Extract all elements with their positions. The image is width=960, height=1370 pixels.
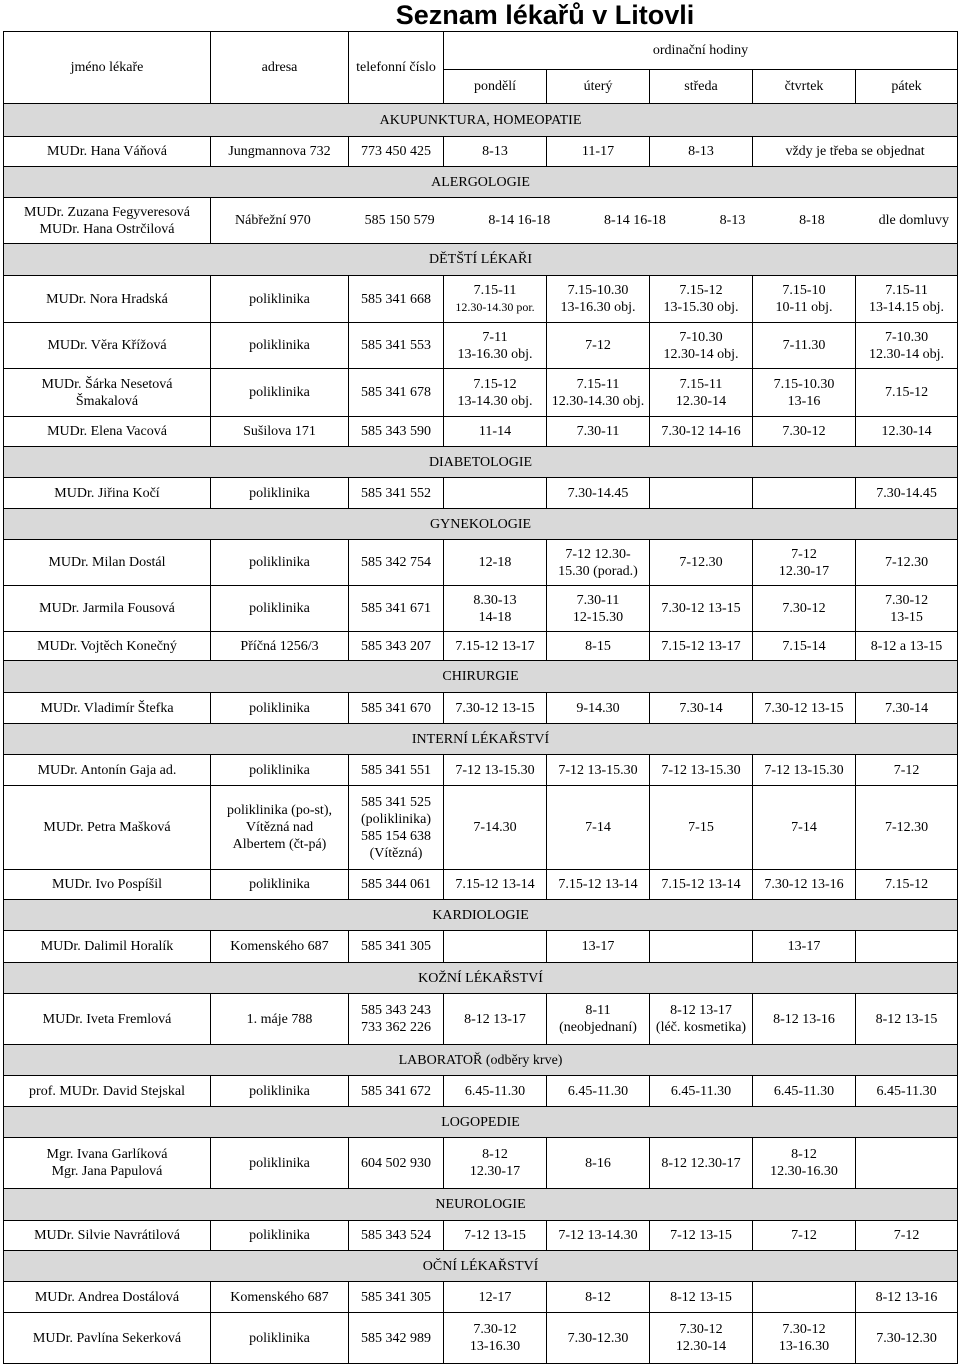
- hours-cell: 11-14: [444, 417, 547, 447]
- doctor-name: MUDr. Ivo Pospíšil: [4, 870, 211, 900]
- hours-cell: [753, 1282, 856, 1313]
- doctor-phone: 585 344 061: [349, 870, 444, 900]
- hours-cell: 7-14.30: [444, 786, 547, 870]
- doctor-address: poliklinika: [211, 369, 349, 417]
- hours-cell: 7-12: [856, 755, 958, 786]
- table-row: [4, 417, 958, 447]
- hours-cell: 7-10.30 12.30-14 obj.: [856, 323, 958, 369]
- header-day: čtvrtek: [753, 70, 856, 104]
- table-row: [4, 276, 958, 323]
- doctor-name: MUDr. Silvie Navrátilová: [4, 1221, 211, 1251]
- hours-cell: 8-14 16-18: [604, 213, 666, 228]
- doctor-address: poliklinika: [211, 323, 349, 369]
- doctor-address: poliklinika: [211, 755, 349, 786]
- hours-cell: 8-13: [719, 213, 746, 228]
- section-heading: DĚTŠTÍ LÉKAŘI: [4, 244, 958, 276]
- hours-cell: 7-12 12.30- 15.30 (porad.): [547, 540, 650, 586]
- hours-cell: 7.15-10.30 13-16: [753, 369, 856, 417]
- doctor-phone: 585 341 672: [349, 1076, 444, 1107]
- table-row: [4, 369, 958, 417]
- doctor-name: MUDr. Iveta Fremlová: [4, 994, 211, 1045]
- doctor-phone: 585 343 590: [349, 417, 444, 447]
- table-row: [4, 994, 958, 1045]
- hours-cell: 8.30-13 14-18: [444, 586, 547, 632]
- doctor-phone: 585 341 668: [349, 276, 444, 323]
- hours-cell: 7.30-11 12-15.30: [547, 586, 650, 632]
- doctor-phone: 585 341 305: [349, 931, 444, 963]
- header-hours: ordinační hodiny: [444, 32, 958, 70]
- hours-cell: 8-13: [444, 137, 547, 167]
- table-row: [4, 755, 958, 786]
- hours-cell: 7.30-12 12.30-14: [650, 1313, 753, 1364]
- hours-cell: 7-12.30: [650, 540, 753, 586]
- doctor-phone: 585 341 525 (poliklinika) 585 154 638 (Vítězná): [349, 786, 444, 870]
- hours-cell: 7.15-12 13-17: [444, 632, 547, 661]
- doctor-address: poliklinika: [211, 1076, 349, 1107]
- section-heading: AKUPUNKTURA, HOMEOPATIE: [4, 104, 958, 137]
- hours-cell: 7.30-14.45: [547, 478, 650, 509]
- hours-cell: 8-14 16-18: [488, 213, 551, 228]
- section-heading: KARDIOLOGIE: [4, 900, 958, 931]
- hours-cell: [444, 931, 547, 963]
- doctor-phone: 585 343 524: [349, 1221, 444, 1251]
- doctor-name: MUDr. Milan Dostál: [4, 540, 211, 586]
- doctor-address: poliklinika: [211, 1221, 349, 1251]
- doctor-address: Komenského 687: [211, 931, 349, 963]
- hours-cell: 7.30-14: [856, 693, 958, 724]
- hours-cell: 8-12 13-17: [444, 994, 547, 1045]
- hours-cell: 8-18: [799, 213, 825, 228]
- hours-cell: 6.45-11.30: [753, 1076, 856, 1107]
- table-row: [4, 1221, 958, 1251]
- doctor-name: MUDr. Antonín Gaja ad.: [4, 755, 211, 786]
- doctor-phone: 585 341 552: [349, 478, 444, 509]
- doctor-phone: 604 502 930: [349, 1138, 444, 1189]
- header-day: pondělí: [444, 70, 547, 104]
- hours-cell: 7.15-11 12.30-14.30 obj.: [547, 369, 650, 417]
- hours-cell: 7.30-12: [753, 417, 856, 447]
- table-row: [4, 586, 958, 632]
- header-address: adresa: [211, 32, 349, 104]
- hours-cell: 8-12 13-15: [856, 994, 958, 1045]
- hours-cell: 12-18: [444, 540, 547, 586]
- hours-cell: 8-12 12.30-17: [650, 1138, 753, 1189]
- hours-cell: 12-17: [444, 1282, 547, 1313]
- hours-cell: 12.30-14: [856, 417, 958, 447]
- doctor-address: poliklinika: [211, 1313, 349, 1364]
- hours-cell: [650, 478, 753, 509]
- doctor-name: MUDr. Jarmila Fousová: [4, 586, 211, 632]
- hours-cell: 7.15-10 10-11 obj.: [753, 276, 856, 323]
- hours-cell: [650, 931, 753, 963]
- doctor-phone: 585 343 207: [349, 632, 444, 661]
- hours-cell: 7.30-12.30: [856, 1313, 958, 1364]
- page-title: Seznam lékařů v Litovli: [395, 0, 695, 30]
- hours-cell: 8-12 12.30-17: [444, 1138, 547, 1189]
- doctor-address: poliklinika: [211, 586, 349, 632]
- hours-cell: 7-12: [856, 1221, 958, 1251]
- section-heading: KOŽNÍ LÉKAŘSTVÍ: [4, 963, 958, 994]
- doctor-phone: 773 450 425: [349, 137, 444, 167]
- hours-cell: 8-16: [547, 1138, 650, 1189]
- doctor-phone: 585 342 754: [349, 540, 444, 586]
- doctor-address: Sušilova 171: [211, 417, 349, 447]
- hours-cell: 7.15-12 13-14: [547, 870, 650, 900]
- hours-cell: 7.30-14.45: [856, 478, 958, 509]
- hours-cell: 7.15-11 12.30-14.30 por.: [444, 276, 547, 323]
- doctor-address: poliklinika (po-st), Vítězná nad Albertem (čt-pá): [211, 786, 349, 870]
- header-phone: telefonní číslo: [349, 32, 444, 104]
- header-day: úterý: [547, 70, 650, 104]
- table-row: [4, 198, 958, 244]
- hours-cell: [444, 478, 547, 509]
- hours-cell: 7.30-12.30: [547, 1313, 650, 1364]
- table-row: [4, 1138, 958, 1189]
- hours-cell: [856, 931, 958, 963]
- doctor-name: MUDr. Petra Mašková: [4, 786, 211, 870]
- table-row: [4, 870, 958, 900]
- doctor-address: Příčná 1256/3: [211, 632, 349, 661]
- doctor-name: MUDr. Vladimír Štefka: [4, 693, 211, 724]
- table-row: [4, 1313, 958, 1364]
- table-row: [4, 323, 958, 369]
- hours-cell: 7.15-11 13-14.15 obj.: [856, 276, 958, 323]
- section-heading: INTERNÍ LÉKAŘSTVÍ: [4, 724, 958, 755]
- doctor-address: poliklinika: [211, 1138, 349, 1189]
- hours-cell: 13-17: [547, 931, 650, 963]
- hours-cell: 7.15-12 13-17: [650, 632, 753, 661]
- table-row: [4, 786, 958, 870]
- hours-note: vždy je třeba se objednat: [753, 137, 958, 167]
- hours-cell: 13-17: [753, 931, 856, 963]
- table-row: [4, 478, 958, 509]
- hours-cell: 7.30-12 13-15: [856, 586, 958, 632]
- doctor-address: poliklinika: [211, 276, 349, 323]
- doctor-phone: 585 341 553: [349, 323, 444, 369]
- hours-cell: 7.15-12 13-14: [444, 870, 547, 900]
- doctor-name: MUDr. Věra Křížová: [4, 323, 211, 369]
- hours-cell: 7-12: [753, 1221, 856, 1251]
- doctor-phone: 585 341 670: [349, 693, 444, 724]
- section-heading: OČNÍ LÉKAŘSTVÍ: [4, 1251, 958, 1282]
- doctor-name: MUDr. Nora Hradská: [4, 276, 211, 323]
- doctor-name: MUDr. Elena Vacová: [4, 417, 211, 447]
- hours-cell: 7.30-12 13-16: [753, 870, 856, 900]
- hours-cell: 7.15-14: [753, 632, 856, 661]
- hours-cell: 8-12 13-17 (léč. kosmetika): [650, 994, 753, 1045]
- hours-cell: 6.45-11.30: [444, 1076, 547, 1107]
- hours-cell: 7-11.30: [753, 323, 856, 369]
- hours-cell: 7-12 13-15.30: [650, 755, 753, 786]
- table-row: [4, 1076, 958, 1107]
- doctor-name: MUDr. Šárka Nesetová Šmakalová: [4, 369, 211, 417]
- hours-cell: 7-12 13-15.30: [753, 755, 856, 786]
- table-row: [4, 1282, 958, 1313]
- hours-cell: 7.30-12: [753, 586, 856, 632]
- hours-cell: 7-15: [650, 786, 753, 870]
- doctor-phone: 585 342 989: [349, 1313, 444, 1364]
- hours-cell: 6.45-11.30: [547, 1076, 650, 1107]
- doctor-phone: 585 341 671: [349, 586, 444, 632]
- section-heading: DIABETOLOGIE: [4, 447, 958, 478]
- table-row: [4, 540, 958, 586]
- hours-cell: 8-12 12.30-16.30: [753, 1138, 856, 1189]
- section-heading: LOGOPEDIE: [4, 1107, 958, 1138]
- header-day: středa: [650, 70, 753, 104]
- section-heading: NEUROLOGIE: [4, 1189, 958, 1221]
- header-row: [4, 32, 958, 70]
- hours-cell: 7.30-12 13-15: [650, 586, 753, 632]
- hours-cell: 6.45-11.30: [856, 1076, 958, 1107]
- hours-cell: 7-14: [753, 786, 856, 870]
- hours-cell: 7.15-12 13-14.30 obj.: [444, 369, 547, 417]
- doctor-name: MUDr. Andrea Dostálová: [4, 1282, 211, 1313]
- doctor-address: poliklinika: [211, 540, 349, 586]
- hours-cell: [856, 1138, 958, 1189]
- doctor-phone: 585 341 305: [349, 1282, 444, 1313]
- hours-cell: 7-12: [547, 323, 650, 369]
- table-row: [4, 137, 958, 167]
- table-row: [4, 632, 958, 661]
- doctor-address: 1. máje 788: [211, 994, 349, 1045]
- hours-cell: 8-12 13-16: [856, 1282, 958, 1313]
- hours-cell: 7.30-12 13-16.30: [444, 1313, 547, 1364]
- doctors-table: [3, 31, 958, 1364]
- doctor-address: poliklinika: [211, 478, 349, 509]
- hours-cell: 7-12.30: [856, 540, 958, 586]
- section-heading: ALERGOLOGIE: [4, 167, 958, 198]
- hours-cell: 7-12.30: [856, 786, 958, 870]
- hours-cell: 7.15-10.30 13-16.30 obj.: [547, 276, 650, 323]
- doctor-address: Nábřežní 970: [235, 213, 311, 228]
- doctor-name: Mgr. Ivana Garlíková Mgr. Jana Papulová: [4, 1138, 211, 1189]
- doctor-phone: 585 341 678: [349, 369, 444, 417]
- hours-cell: 7-10.30 12.30-14 obj.: [650, 323, 753, 369]
- doctor-name: MUDr. Zuzana Fegyveresová MUDr. Hana Ostrčilová: [4, 198, 211, 244]
- section-heading: GYNEKOLOGIE: [4, 509, 958, 540]
- hours-cell: 7-12 13-14.30: [547, 1221, 650, 1251]
- hours-cell: 8-12 a 13-15: [856, 632, 958, 661]
- hours-cell: [753, 478, 856, 509]
- doctor-name: MUDr. Vojtěch Konečný: [4, 632, 211, 661]
- hours-cell: 9-14.30: [547, 693, 650, 724]
- hours-cell: 7-12 12.30-17: [753, 540, 856, 586]
- hours-cell: 7-12 13-15.30: [444, 755, 547, 786]
- hours-cell: 8-12: [547, 1282, 650, 1313]
- hours-cell: 7.30-12 14-16: [650, 417, 753, 447]
- doctor-name: MUDr. Pavlína Sekerková: [4, 1313, 211, 1364]
- hours-cell: 8-12 13-15: [650, 1282, 753, 1313]
- hours-cell: 6.45-11.30: [650, 1076, 753, 1107]
- doctor-phone: 585 343 243 733 362 226: [349, 994, 444, 1045]
- doctor-phone: 585 150 579: [364, 213, 435, 228]
- doctor-address: poliklinika: [211, 693, 349, 724]
- hours-cell: 11-17: [547, 137, 650, 167]
- hours-cell: 7-12 13-15: [444, 1221, 547, 1251]
- hours-cell: 7.15-12 13-14: [650, 870, 753, 900]
- hours-cell: 7.15-12: [856, 369, 958, 417]
- doctor-address: poliklinika: [211, 870, 349, 900]
- hours-cell: 8-13: [650, 137, 753, 167]
- hours-cell: 7-14: [547, 786, 650, 870]
- doctor-name: MUDr. Jiřina Kočí: [4, 478, 211, 509]
- hours-cell: 8-11 (neobjednaní): [547, 994, 650, 1045]
- hours-cell: 7.30-14: [650, 693, 753, 724]
- hours-cell: 7.15-11 12.30-14: [650, 369, 753, 417]
- hours-cell: 7.15-12: [856, 870, 958, 900]
- hours-cell: dle domluvy: [878, 213, 949, 228]
- hours-cell: 7.30-12 13-15: [444, 693, 547, 724]
- header-day: pátek: [856, 70, 958, 104]
- doctor-phone: 585 341 551: [349, 755, 444, 786]
- doctor-address: Komenského 687: [211, 1282, 349, 1313]
- hours-cell: 8-12 13-16: [753, 994, 856, 1045]
- doctor-name: prof. MUDr. David Stejskal: [4, 1076, 211, 1107]
- table-row: [4, 693, 958, 724]
- section-heading: CHIRURGIE: [4, 661, 958, 693]
- doctor-name: MUDr. Dalimil Horalík: [4, 931, 211, 963]
- doctor-name: MUDr. Hana Váňová: [4, 137, 211, 167]
- doctor-address: Jungmannova 732: [211, 137, 349, 167]
- header-name: jméno lékaře: [4, 32, 211, 104]
- hours-cell: 8-15: [547, 632, 650, 661]
- table-row: [4, 931, 958, 963]
- section-heading: LABORATOŘ (odběry krve): [4, 1045, 958, 1076]
- hours-cell: 7.30-12 13-16.30: [753, 1313, 856, 1364]
- hours-cell: 7-11 13-16.30 obj.: [444, 323, 547, 369]
- hours-cell: 7.15-12 13-15.30 obj.: [650, 276, 753, 323]
- hours-cell: 7-12 13-15.30: [547, 755, 650, 786]
- hours-cell: 7.30-12 13-15: [753, 693, 856, 724]
- hours-cell: 7-12 13-15: [650, 1221, 753, 1251]
- hours-cell: 7.30-11: [547, 417, 650, 447]
